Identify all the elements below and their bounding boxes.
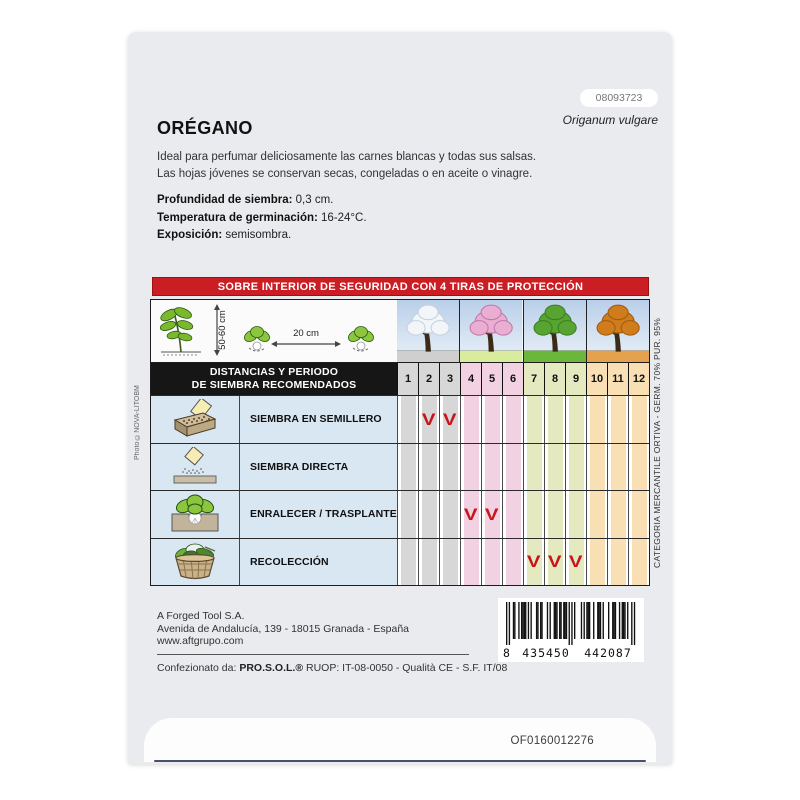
calendar-row xyxy=(151,538,649,586)
period-check-mark: V xyxy=(485,504,499,524)
footer-block xyxy=(157,610,507,674)
month-header-8: 8 xyxy=(544,363,565,395)
month-strip xyxy=(401,396,416,443)
mercantile-category-note: CATEGORIA MERCANTILE ORTIVA - GERM. 70% PUR. 95% xyxy=(652,317,662,569)
month-cell-9 xyxy=(565,396,586,443)
header-line: DE SIEMBRA RECOMENDADOS xyxy=(191,379,357,391)
month-strip xyxy=(422,396,437,443)
month-cell-2 xyxy=(418,396,439,443)
month-strip xyxy=(401,491,416,538)
month-cell-6 xyxy=(502,539,523,586)
month-header-3: 3 xyxy=(439,363,460,395)
month-strip xyxy=(527,491,542,538)
month-strip xyxy=(443,396,458,443)
month-strip xyxy=(527,539,542,586)
header-line: DISTANCIAS Y PERIODO xyxy=(209,366,339,378)
month-header-10: 10 xyxy=(586,363,607,395)
packer-prefix: Confezionato da: xyxy=(157,661,240,674)
month-cell-3 xyxy=(439,444,460,491)
month-cell-2 xyxy=(418,491,439,538)
period-check-mark: V xyxy=(527,552,541,572)
spec-value: semisombra. xyxy=(222,229,292,241)
month-cell-5 xyxy=(481,444,502,491)
company-website: www.aftgrupo.com xyxy=(157,635,244,647)
sowing-calendar-table xyxy=(150,299,650,586)
month-strip xyxy=(464,539,479,586)
month-cell-7 xyxy=(523,539,544,586)
row-label: SIEMBRA EN SEMILLERO xyxy=(239,396,397,443)
bottom-flap xyxy=(144,718,656,762)
month-strip xyxy=(485,539,500,586)
calendar-top-row xyxy=(151,300,649,362)
calendar-header-row xyxy=(151,362,649,395)
month-header-5: 5 xyxy=(481,363,502,395)
month-cell-11 xyxy=(607,491,628,538)
winter-tree-illustration xyxy=(397,300,459,362)
month-cell-5 xyxy=(481,396,502,443)
month-strip xyxy=(401,539,416,586)
calendar-body xyxy=(151,395,649,585)
spec-value: 0,3 cm. xyxy=(292,194,334,206)
summer-tree-illustration xyxy=(523,300,586,362)
month-cell-10 xyxy=(586,539,607,586)
month-strip xyxy=(506,444,521,491)
spacing-label: 20 cm xyxy=(293,328,319,339)
company-name: A Forged Tool S.A. xyxy=(157,610,245,622)
month-cell-12 xyxy=(628,444,649,491)
month-header-7: 7 xyxy=(523,363,544,395)
month-cell-7 xyxy=(523,491,544,538)
month-strip xyxy=(590,396,605,443)
month-cell-3 xyxy=(439,396,460,443)
period-check-mark: V xyxy=(422,409,436,429)
period-check-mark: V xyxy=(548,552,562,572)
month-header-4: 4 xyxy=(460,363,481,395)
security-banner: SOBRE INTERIOR DE SEGURIDAD CON 4 TIRAS DE PROTECCIÓN xyxy=(152,277,649,296)
photo-credit: Photo ©NOVA-LITOBM xyxy=(134,385,141,460)
row-label: ENRALECER / TRASPLANTE xyxy=(239,491,397,538)
sowing-specs xyxy=(157,192,367,245)
month-cell-11 xyxy=(607,444,628,491)
spec-label: Profundidad de siembra: xyxy=(157,194,293,206)
month-cell-12 xyxy=(628,396,649,443)
month-strip xyxy=(485,396,500,443)
month-strip xyxy=(632,539,647,586)
month-cell-7 xyxy=(523,396,544,443)
company-address: Avenida de Andalucía, 139 - 18015 Granada - España xyxy=(157,622,409,635)
month-strip xyxy=(401,444,416,491)
month-cell-6 xyxy=(502,396,523,443)
month-cell-10 xyxy=(586,491,607,538)
month-cell-9 xyxy=(565,444,586,491)
month-strip xyxy=(632,491,647,538)
product-title: ORÉGANO xyxy=(157,118,253,138)
plant-spacing-illustration xyxy=(151,300,397,362)
barcode xyxy=(498,598,644,662)
period-check-mark: V xyxy=(569,552,583,572)
month-cell-1 xyxy=(397,444,418,491)
month-cell-9 xyxy=(565,539,586,586)
period-check-mark: V xyxy=(443,409,457,429)
month-cell-1 xyxy=(397,491,418,538)
seed-packet xyxy=(128,32,672,764)
month-strip xyxy=(569,539,584,586)
month-strip xyxy=(632,444,647,491)
spec-temperature xyxy=(157,210,367,228)
barcode-digit-group: 8 xyxy=(503,646,510,660)
row-label: SIEMBRA DIRECTA xyxy=(239,444,397,491)
seed-tray-icon xyxy=(151,396,239,443)
month-header-11: 11 xyxy=(607,363,628,395)
month-strip xyxy=(506,539,521,586)
month-strip xyxy=(422,444,437,491)
month-strip xyxy=(548,539,563,586)
month-cell-6 xyxy=(502,444,523,491)
month-strip xyxy=(506,491,521,538)
month-strip xyxy=(464,491,479,538)
calendar-row xyxy=(151,443,649,491)
month-cell-9 xyxy=(565,491,586,538)
month-strip xyxy=(464,396,479,443)
month-strip xyxy=(527,444,542,491)
spec-label: Exposición: xyxy=(157,229,223,241)
month-header-6: 6 xyxy=(502,363,523,395)
direct-sow-icon xyxy=(151,444,239,491)
height-label: 50-60 cm xyxy=(217,310,228,350)
period-check-mark: V xyxy=(464,504,478,524)
month-strip xyxy=(443,491,458,538)
row-label: RECOLECCIÓN xyxy=(239,539,397,586)
barcode-bars xyxy=(503,601,639,647)
month-cell-8 xyxy=(544,539,565,586)
month-cell-2 xyxy=(418,539,439,586)
month-strip xyxy=(506,396,521,443)
month-strip xyxy=(611,539,626,586)
transplant-icon xyxy=(151,491,239,538)
description-line: Las hojas jóvenes se conservan secas, congeladas o en aceite o vinagre. xyxy=(157,168,533,180)
month-strip xyxy=(422,539,437,586)
month-strip xyxy=(548,396,563,443)
month-strip xyxy=(632,396,647,443)
spec-label: Temperatura de germinación: xyxy=(157,211,318,224)
lot-number: OF0160012276 xyxy=(510,735,594,747)
month-header-2: 2 xyxy=(418,363,439,395)
month-strip xyxy=(548,444,563,491)
barcode-digits xyxy=(503,646,639,660)
month-cell-4 xyxy=(460,491,481,538)
month-cell-8 xyxy=(544,491,565,538)
month-cell-11 xyxy=(607,539,628,586)
spec-exposure xyxy=(157,227,367,245)
barcode-digit-group: 435450 xyxy=(522,646,570,660)
months-row xyxy=(397,363,649,395)
month-strip xyxy=(590,444,605,491)
month-strip xyxy=(611,396,626,443)
month-cell-10 xyxy=(586,396,607,443)
month-cell-10 xyxy=(586,444,607,491)
season-strip xyxy=(397,300,649,362)
autumn-tree-illustration xyxy=(586,300,649,362)
month-strip xyxy=(611,444,626,491)
month-header-12: 12 xyxy=(628,363,649,395)
month-cell-5 xyxy=(481,491,502,538)
month-cell-7 xyxy=(523,444,544,491)
calendar-row xyxy=(151,490,649,538)
month-strip xyxy=(569,396,584,443)
month-strip xyxy=(569,491,584,538)
flap-edge-line xyxy=(154,760,646,763)
month-cell-3 xyxy=(439,539,460,586)
month-cell-8 xyxy=(544,444,565,491)
month-strip xyxy=(443,539,458,586)
description-line: Ideal para perfumar deliciosamente las carnes blancas y todas sus salsas. xyxy=(157,151,537,163)
month-strip xyxy=(590,491,605,538)
spacing-diagram xyxy=(151,300,397,362)
footer-divider xyxy=(157,654,469,655)
month-strip xyxy=(590,539,605,586)
month-cell-12 xyxy=(628,491,649,538)
month-cell-11 xyxy=(607,396,628,443)
month-header-9: 9 xyxy=(565,363,586,395)
month-strip xyxy=(464,444,479,491)
month-strip xyxy=(569,444,584,491)
month-cell-5 xyxy=(481,539,502,586)
barcode-digit-group: 442087 xyxy=(584,646,632,660)
month-cell-2 xyxy=(418,444,439,491)
packer-details: RUOP: IT-08-0050 - Qualità CE - S.F. IT/08 xyxy=(303,661,508,674)
calendar-row xyxy=(151,395,649,443)
spec-value: 16-24°C. xyxy=(317,211,367,224)
month-header-1: 1 xyxy=(397,363,418,395)
month-strip xyxy=(527,396,542,443)
month-strip xyxy=(485,444,500,491)
month-strip xyxy=(443,444,458,491)
month-strip xyxy=(485,491,500,538)
month-cell-1 xyxy=(397,396,418,443)
calendar-header-title xyxy=(151,363,397,395)
print-code-badge: 08093723 xyxy=(580,89,658,107)
month-cell-6 xyxy=(502,491,523,538)
month-cell-4 xyxy=(460,396,481,443)
packer-line xyxy=(157,662,507,675)
month-cell-4 xyxy=(460,539,481,586)
month-cell-4 xyxy=(460,444,481,491)
spring-tree-illustration xyxy=(459,300,522,362)
harvest-basket-icon xyxy=(151,539,239,586)
month-cell-3 xyxy=(439,491,460,538)
month-strip xyxy=(422,491,437,538)
product-description xyxy=(157,149,536,183)
packer-name: PRO.S.O.L.® xyxy=(239,661,304,674)
month-cell-1 xyxy=(397,539,418,586)
spec-depth xyxy=(157,192,367,210)
month-cell-12 xyxy=(628,539,649,586)
month-cell-8 xyxy=(544,396,565,443)
month-strip xyxy=(611,491,626,538)
month-strip xyxy=(548,491,563,538)
latin-species-name: Origanum vulgare xyxy=(562,113,658,127)
